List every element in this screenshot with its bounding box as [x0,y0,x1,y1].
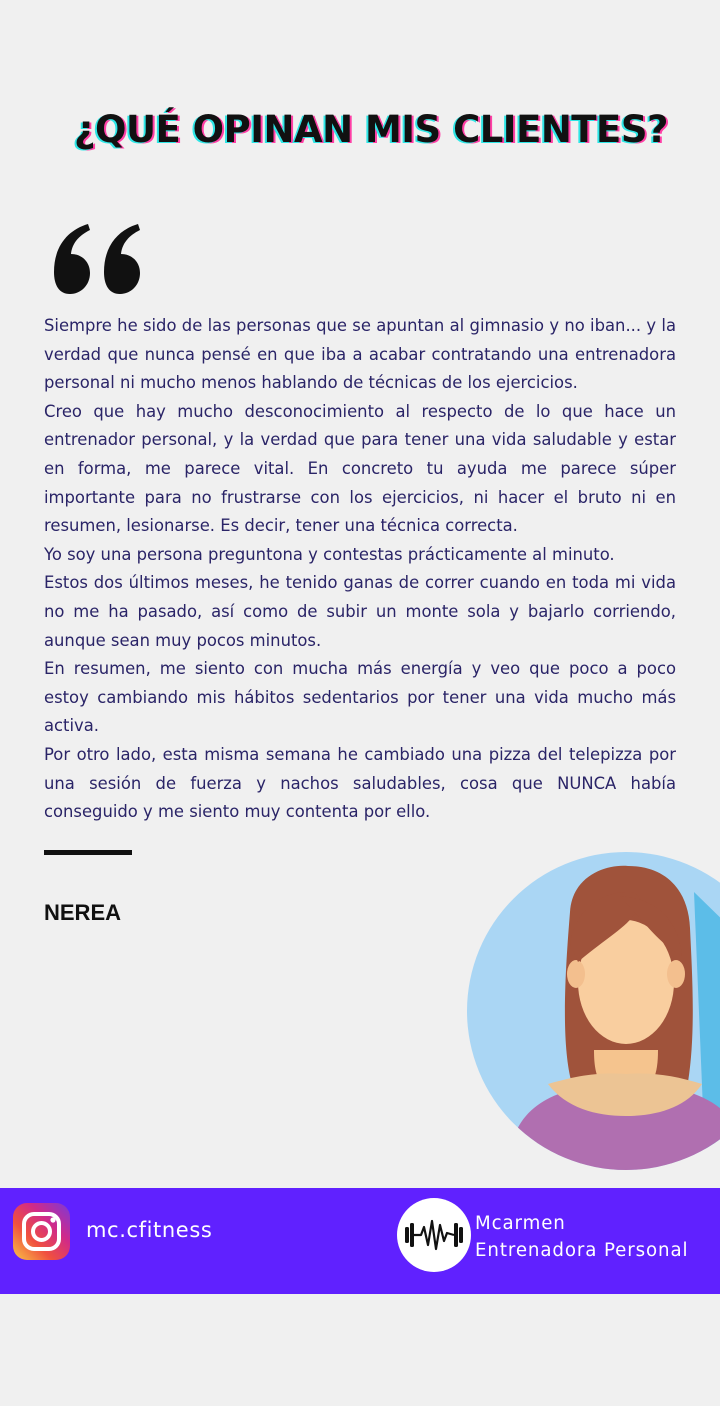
footer-bar [0,1188,720,1294]
heartbeat-dumbbell-logo-icon [403,1215,465,1255]
avatar [466,852,720,1170]
testimonial-paragraph: Por otro lado, esta misma semana he cambiado una pizza del telepizza por una sesión de fuerza y nachos saludables, cosa que NUNCA había conseguido y me siento muy contenta por ello. [44,744,676,822]
instagram-icon[interactable] [13,1203,70,1260]
brand-tagline: Entrenadora Personal [475,1240,689,1261]
quote-open-icon [48,222,148,298]
divider [44,850,132,855]
testimonial-paragraph: Yo soy una persona preguntona y contestas prácticamente al minuto. [44,544,615,564]
testimonial-text [44,312,676,827]
author-name: NEREA [44,900,122,925]
brand-text [475,1210,688,1264]
brand-name: Mcarmen [475,1213,566,1234]
woman-avatar-icon [466,852,720,1170]
testimonial-paragraph: En resumen, me siento con mucha más energía y veo que poco a poco estoy cambiando mis hábitos sedentarios por tener una vida mucho más activa. [44,659,676,736]
brand-logo [397,1198,471,1272]
testimonial-paragraph: Creo que hay mucho desconocimiento al respecto de lo que hace un entrenador personal, y la verdad que para tener una vida saludable y estar en forma, me parece vital. En concreto tu ayuda me parece súper importante para no frustrarse con los ejercicios, ni hacer el bruto ni en resumen, lesionarse. Es decir, tener una técnica correcta. [44,401,676,536]
testimonial-paragraph: Siempre he sido de las personas que se apuntan al gimnasio y no iban... y la verdad que nunca pensé en que iba a acabar contratando una entrenadora personal ni mucho menos hablando de técnicas de los ejercicios. [44,316,676,393]
instagram-handle[interactable]: mc.cfitness [86,1218,213,1242]
page-title: ¿QUÉ OPINAN MIS CLIENTES? [74,108,668,151]
testimonial-paragraph: Estos dos últimos meses, he tenido ganas de correr cuando en toda mi vida no me ha pasado, así como de subir un monte sola y bajarlo corriendo, aunque sean muy pocos minutos. [44,573,676,650]
